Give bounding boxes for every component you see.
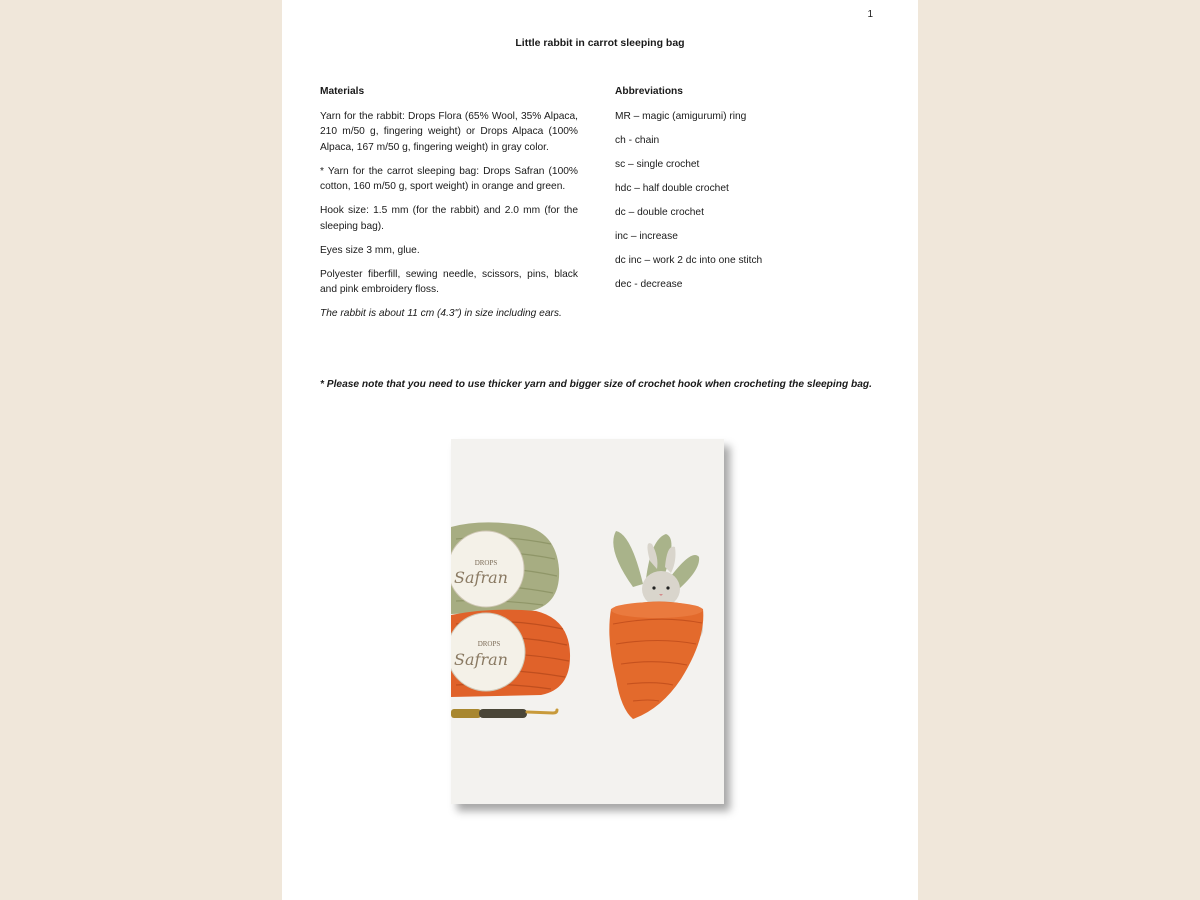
orange-yarn-skein [451, 610, 570, 697]
abbreviation-item: dc inc – work 2 dc into one stitch [615, 254, 763, 266]
materials-heading: Materials [320, 86, 365, 97]
carrot-rabbit-photo [451, 439, 724, 804]
abbreviation-item: dc – double crochet [615, 206, 704, 218]
green-label-brand: DROPS [474, 559, 498, 567]
green-label-name: Safran [454, 568, 508, 587]
materials-section [320, 84, 578, 330]
green-yarn-skein [451, 522, 559, 614]
rabbit-size-note: The rabbit is about 11 cm (4.3") in size including ears. [320, 308, 562, 319]
page-number: 1 [867, 9, 873, 20]
materials-paragraph: Polyester fiberfill, sewing needle, scissors, pins, black and pink embroidery floss. [320, 268, 578, 295]
thicker-yarn-note: * Please note that you need to use thicker yarn and bigger size of crochet hook when crocheting the sleeping bag. [320, 379, 872, 390]
abbreviation-item: hdc – half double crochet [615, 182, 729, 194]
orange-label-name: Safran [454, 650, 508, 669]
abbreviations-heading: Abbreviations [615, 86, 683, 97]
materials-paragraph: Yarn for the rabbit: Drops Flora (65% Wool, 35% Alpaca, 210 m/50 g, fingering weight) or Drops Alpaca (100% Alpaca, 167 m/50 g, fingering weight) in gray color. [320, 110, 578, 153]
materials-paragraph: Hook size: 1.5 mm (for the rabbit) and 2.0 mm (for the sleeping bag). [320, 205, 578, 232]
photo-illustration [451, 439, 724, 804]
abbreviation-item: dec - decrease [615, 278, 683, 290]
abbreviation-item: MR – magic (amigurumi) ring [615, 110, 747, 122]
document-page [282, 0, 918, 900]
abbreviation-item: inc – increase [615, 230, 678, 242]
abbreviation-item: sc – single crochet [615, 158, 700, 170]
materials-paragraph: * Yarn for the carrot sleeping bag: Drops Safran (100% cotton, 160 m/50 g, sport weight) in orange and green. [320, 165, 578, 192]
page-title: Little rabbit in carrot sleeping bag [515, 37, 685, 49]
materials-paragraph: Eyes size 3 mm, glue. [320, 244, 420, 256]
abbreviations-section [615, 84, 873, 301]
abbreviation-item: ch - chain [615, 134, 660, 146]
orange-label-brand: DROPS [477, 640, 501, 648]
